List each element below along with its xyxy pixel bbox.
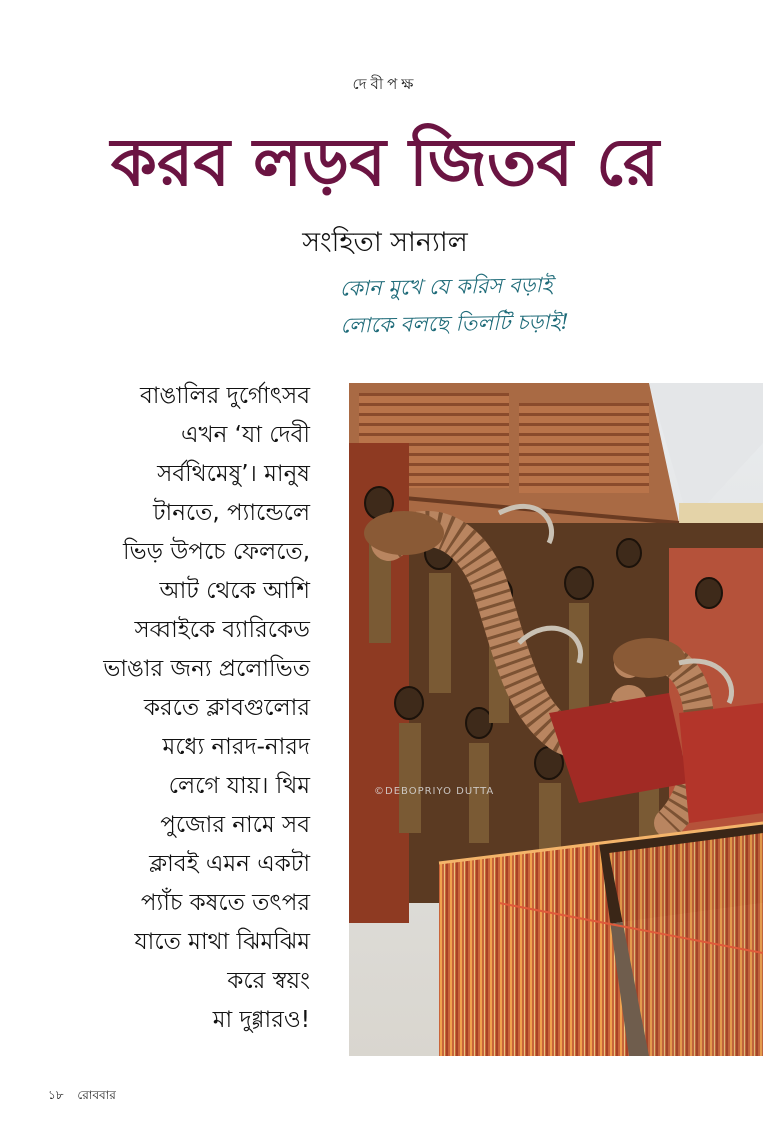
body-line: আট থেকে আশি [159, 578, 310, 604]
body-line: লেগে যায়। থিম [168, 773, 310, 799]
article-title: করব লড়ব জিতব রে [110, 124, 660, 201]
pandal-photo [349, 383, 763, 1056]
page-number: ১৮ [48, 1088, 64, 1102]
body-line: মধ্যে নারদ-নারদ [162, 734, 310, 760]
quote-line-1: কোন মুখে যে করিস বড়াই [339, 272, 553, 301]
body-line: এখন ‘যা দেবী [181, 422, 310, 448]
pandal-photo-illustration [349, 383, 763, 1056]
body-line: বাঙালির দুর্গোৎসব [139, 383, 310, 409]
body-line: সর্বথিমেষু’। মানুষ [157, 461, 310, 487]
body-line: যাতে মাথা ঝিমঝিম [134, 929, 310, 955]
body-line: মা দুগ্গারও! [212, 1007, 310, 1033]
body-line: সব্বাইকে ব্যারিকেড [134, 617, 310, 643]
body-line: করে স্বয়ং [227, 968, 310, 994]
body-line: ভাঙার জন্য প্রলোভিত [103, 656, 310, 682]
article-body [70, 377, 310, 1040]
handwritten-quote [339, 265, 640, 344]
body-line: ক্লাবই এমন একটা [149, 851, 310, 877]
footer-section-name: রোববার [77, 1088, 116, 1102]
body-line: করতে ক্লাবগুলোর [143, 695, 310, 721]
body-line: পুজোর নামে সব [160, 812, 310, 838]
page-footer [48, 1087, 126, 1107]
body-line: ভিড় উপচে ফেলতে, [122, 539, 310, 565]
author-name: সংহিতা সান্যাল [302, 227, 468, 258]
section-label: দেবীপক্ষ [352, 75, 418, 93]
body-line: টানতে, প্যান্ডেলে [153, 500, 310, 526]
quote-line-2: লোকে বলছে তিলটি চড়াই! [340, 309, 570, 338]
body-line: প্যাঁচ কষতে তৎপর [140, 890, 310, 916]
photo-watermark: ©DEBOPRIYO DUTTA [374, 786, 495, 797]
